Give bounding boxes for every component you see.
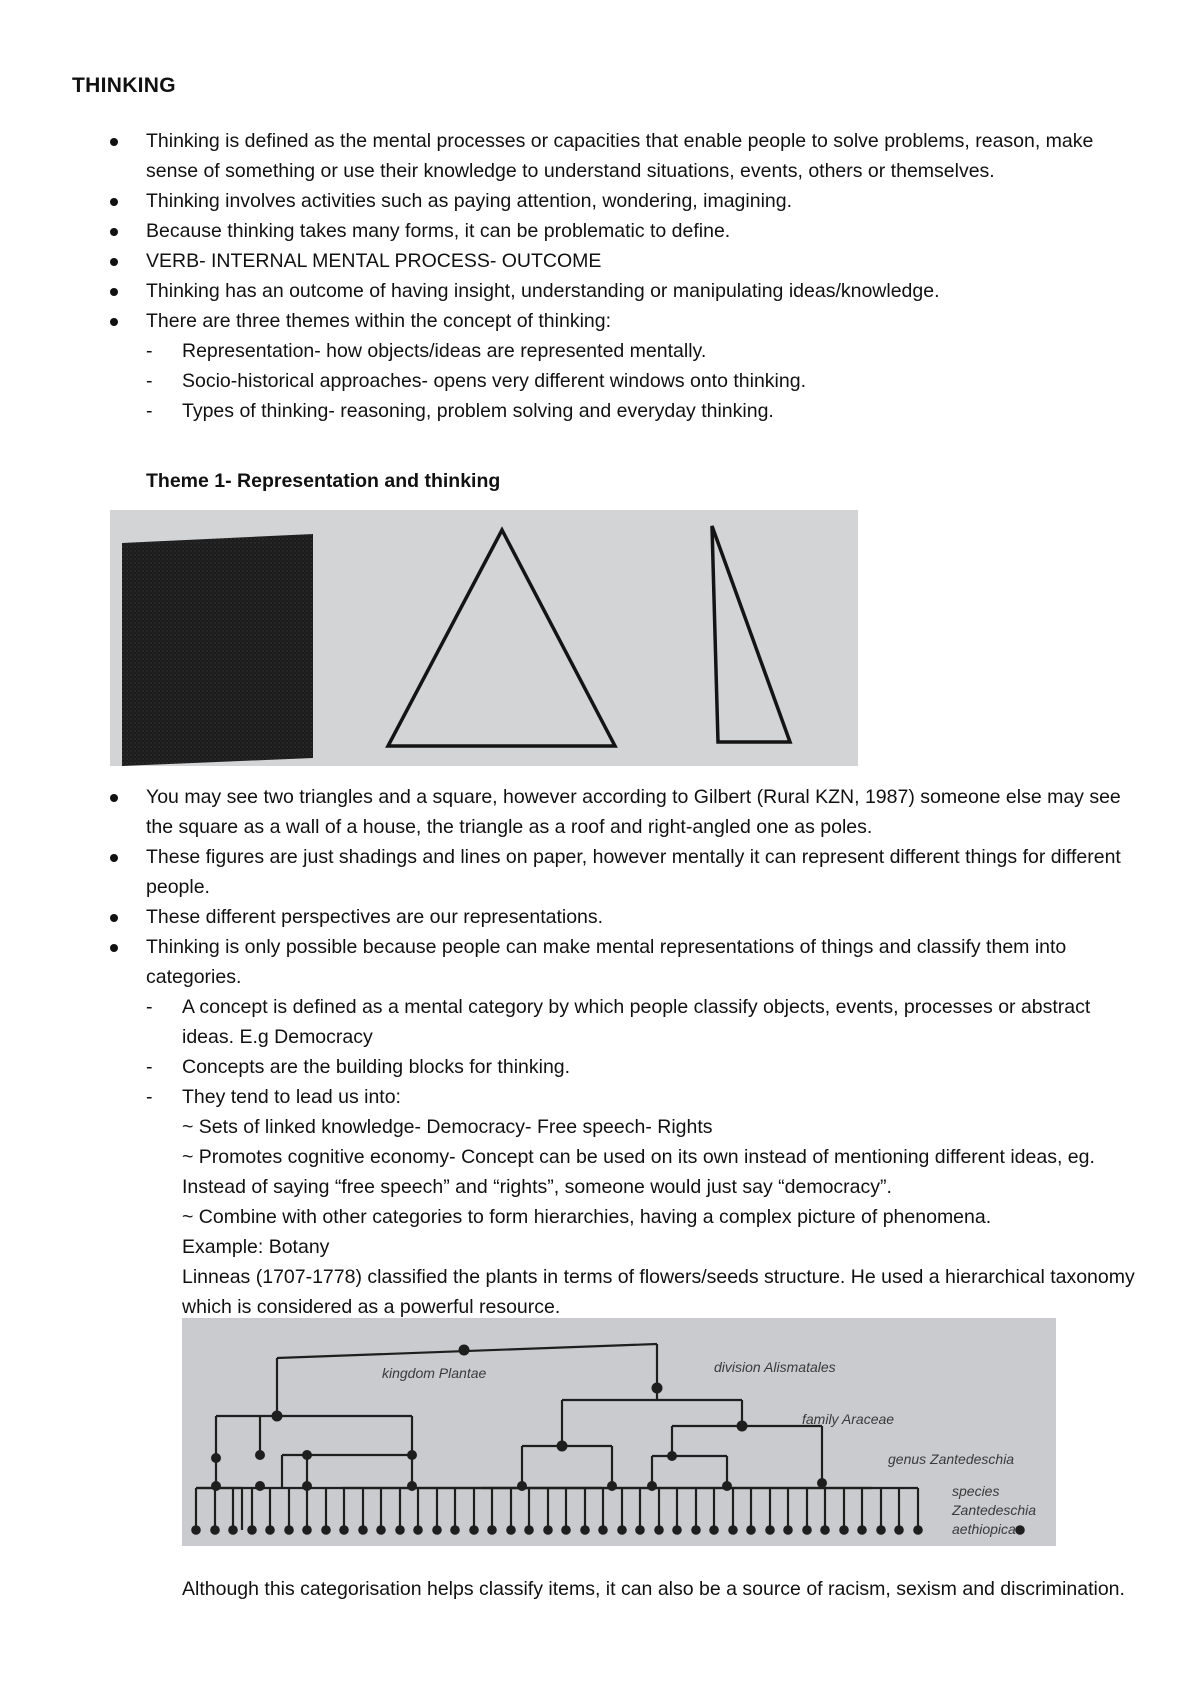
- tree-node: [737, 1421, 748, 1432]
- list-item: Thinking has an outcome of having insight, understanding or manipulating ideas/knowledge.: [72, 276, 1142, 306]
- tree-node: [1015, 1525, 1025, 1535]
- sub-list-item: - A concept is defined as a mental category by which people classify objects, events, processes or abstract ideas. E.g Democracy: [146, 996, 1091, 1048]
- tree-node: [302, 1481, 312, 1491]
- closing-section: [72, 1574, 1142, 1604]
- tree-node: [272, 1411, 283, 1422]
- tree-node: [654, 1525, 664, 1535]
- tree-node: [469, 1525, 479, 1535]
- label-family: family Araceae: [802, 1411, 895, 1427]
- list-item: You may see two triangles and a square, however according to Gilbert (Rural KZN, 1987) someone else may see the square as a wall of a house, the triangle as a roof and right-angled one as poles.: [72, 782, 1142, 842]
- tree-node: [211, 1453, 221, 1463]
- taxonomy-tree: [182, 1318, 1056, 1546]
- tree-node: [876, 1525, 886, 1535]
- list-item: Thinking involves activities such as paying attention, wondering, imagining.: [72, 186, 1142, 216]
- tree-node: [517, 1481, 527, 1491]
- tree-node: [783, 1525, 793, 1535]
- list-item: Because thinking takes many forms, it can be problematic to define.: [72, 216, 1142, 246]
- list-item: These figures are just shadings and lines on paper, however mentally it can represent different things for different people.: [72, 842, 1142, 902]
- tree-node: [894, 1525, 904, 1535]
- tree-node: [302, 1450, 312, 1460]
- tree-node: [395, 1525, 405, 1535]
- linneas-text: Linneas (1707-1778) classified the plants in terms of flowers/seeds structure. He used a hierarchical taxonomy which is considered as a powerful resource.: [182, 1266, 1135, 1318]
- theme1-heading: Theme 1- Representation and thinking: [146, 470, 501, 492]
- list-item: VERB- INTERNAL MENTAL PROCESS- OUTCOME: [72, 246, 1142, 276]
- label-division: division Alismatales: [714, 1359, 836, 1375]
- tree-node: [802, 1525, 812, 1535]
- representation-section: [72, 782, 1142, 1322]
- tree-node: [820, 1525, 830, 1535]
- label-genus: genus Zantedeschia: [888, 1451, 1015, 1467]
- tree-node: [450, 1525, 460, 1535]
- tree-node: [459, 1345, 470, 1356]
- tree-node: [321, 1525, 331, 1535]
- tree-node: [191, 1525, 201, 1535]
- bullet-icon: [110, 944, 118, 952]
- shapes-illustration: [110, 510, 858, 766]
- list-item: These different perspectives are our representations.: [72, 902, 1142, 932]
- example-label: Example: Botany: [182, 1236, 330, 1258]
- page-title: THINKING: [72, 74, 176, 97]
- tree-node: [746, 1525, 756, 1535]
- list-item: Thinking is only possible because people can make mental representations of things and classify them into categories.: [72, 932, 1142, 992]
- tree-node: [407, 1450, 417, 1460]
- tree-node: [543, 1525, 553, 1535]
- tree-node: [635, 1525, 645, 1535]
- taxonomy-figure: [182, 1318, 1056, 1546]
- tree-node: [376, 1525, 386, 1535]
- tree-node: [255, 1450, 265, 1460]
- tree-node: [607, 1481, 617, 1491]
- tree-node: [413, 1525, 423, 1535]
- tree-node: [857, 1525, 867, 1535]
- label-species-3: aethiopica: [952, 1521, 1016, 1537]
- equilateral-triangle: [388, 530, 615, 746]
- tree-node: [506, 1525, 516, 1535]
- tree-node: [407, 1481, 417, 1491]
- tree-node: [839, 1525, 849, 1535]
- sub-list-item: - They tend to lead us into:: [146, 1086, 401, 1108]
- tree-node: [580, 1525, 590, 1535]
- tree-node: [561, 1525, 571, 1535]
- tree-node: [255, 1481, 265, 1491]
- tree-node: [265, 1525, 275, 1535]
- tree-node: [432, 1525, 442, 1535]
- tree-node: [647, 1481, 657, 1491]
- tree-node: [358, 1525, 368, 1535]
- tree-node: [617, 1525, 627, 1535]
- lead-item: ~ Sets of linked knowledge- Democracy- Free speech- Rights: [182, 1116, 713, 1138]
- tree-node: [691, 1525, 701, 1535]
- bullet-icon: [110, 794, 118, 802]
- tree-node: [652, 1383, 663, 1394]
- tree-node: [667, 1451, 677, 1461]
- right-angled-triangle: [712, 526, 790, 742]
- tree-node: [557, 1441, 568, 1452]
- bullet-icon: [110, 228, 118, 236]
- closing-text: Although this categorisation helps classify items, it can also be a source of racism, sexism and discrimination.: [182, 1578, 1125, 1600]
- tree-node: [765, 1525, 775, 1535]
- label-species-2: Zantedeschia: [952, 1502, 1037, 1518]
- tree-node: [722, 1481, 732, 1491]
- bullet-icon: [110, 318, 118, 326]
- bullet-icon: [110, 914, 118, 922]
- list-item: Thinking is defined as the mental processes or capacities that enable people to solve problems, reason, make sense of something or use their knowledge to understand situations, events, others or themselves.: [72, 126, 1142, 186]
- tree-node: [339, 1525, 349, 1535]
- tree-node: [302, 1525, 312, 1535]
- dark-square: [122, 534, 313, 766]
- tree-node: [728, 1525, 738, 1535]
- tree-node: [284, 1525, 294, 1535]
- tree-node: [709, 1525, 719, 1535]
- label-species-1: species: [952, 1483, 1000, 1499]
- tree-node: [598, 1525, 608, 1535]
- sub-list-item: - Socio-historical approaches- opens very different windows onto thinking.: [146, 370, 806, 392]
- bullet-icon: [110, 854, 118, 862]
- lead-item: ~ Combine with other categories to form hierarchies, having a complex picture of phenomena.: [182, 1206, 992, 1228]
- tree-node: [817, 1478, 827, 1488]
- tree-node: [913, 1525, 923, 1535]
- tree-node: [672, 1525, 682, 1535]
- tree-node: [211, 1481, 221, 1491]
- sub-list-item: - Types of thinking- reasoning, problem solving and everyday thinking.: [146, 400, 774, 422]
- tree-node: [524, 1525, 534, 1535]
- tree-node: [487, 1525, 497, 1535]
- tree-node: [247, 1525, 257, 1535]
- tree-node: [228, 1525, 238, 1535]
- intro-section: [72, 126, 1142, 426]
- shapes-figure: [110, 510, 858, 766]
- bullet-icon: [110, 288, 118, 296]
- tree-node: [210, 1525, 220, 1535]
- label-kingdom: kingdom Plantae: [382, 1365, 487, 1381]
- bullet-icon: [110, 198, 118, 206]
- lead-item: ~ Promotes cognitive economy- Concept can be used on its own instead of mentioning different ideas, eg. Instead of saying “free speech” and “rights”, someone would just say “democracy”.: [182, 1146, 1095, 1198]
- bullet-icon: [110, 258, 118, 266]
- sub-list-item: - Concepts are the building blocks for thinking.: [146, 1056, 571, 1078]
- list-item: There are three themes within the concept of thinking:: [72, 306, 1142, 336]
- sub-list-item: - Representation- how objects/ideas are represented mentally.: [146, 340, 707, 362]
- bullet-icon: [110, 138, 118, 146]
